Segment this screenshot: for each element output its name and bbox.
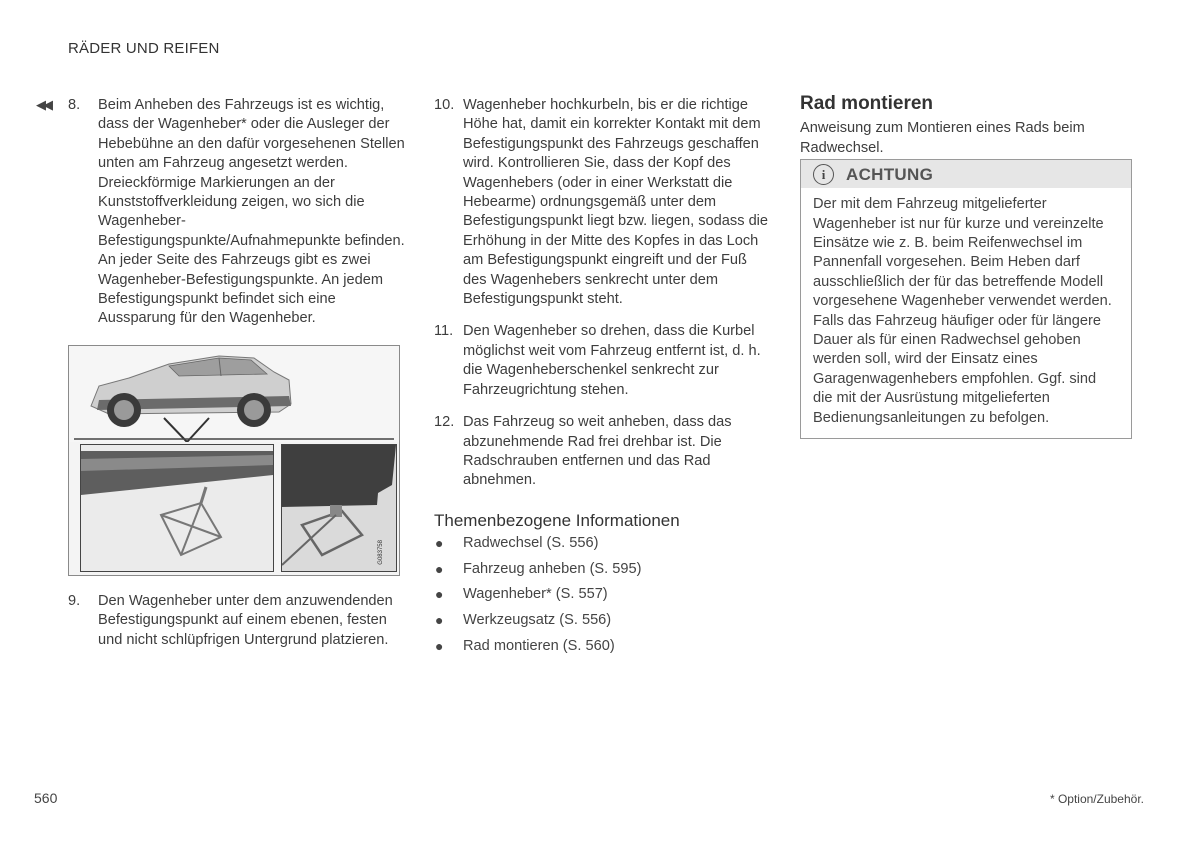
info-icon: i (813, 164, 834, 185)
step-text: Wagenheber hochkurbeln, bis er die richtige Höhe hat, damit ein korrekter Kontakt mit dem Befestigungspunkt des Fahrzeugs geschaffen wird. Kontrollieren Sie, dass der Kopf des Wagenhebers (oder in einer Werkstatt die Hebearme) ordnungsgemäß unter dem Befestigungspunkt liegt bzw. liegen, sodass die Erhöhung in der Mitte des Kopfes in das Loch am Befestigungspunkt eingreift und der Fuß des Wagenhebers senkrecht unter dem Befestigungspunkt steht. (463, 97, 769, 308)
warning-box (800, 159, 1132, 439)
link-text: Fahrzeug anheben (S. 595) (463, 560, 642, 577)
step-11 (434, 322, 774, 400)
column-left (68, 96, 408, 663)
related-link-wagenheber[interactable] (434, 585, 774, 604)
column-middle (434, 96, 774, 662)
bullet-icon: ● (435, 535, 444, 552)
bullet-icon: ● (435, 611, 444, 628)
page-number: 560 (34, 790, 58, 806)
step-number: 12. (434, 414, 455, 431)
related-info-list (434, 534, 774, 656)
warning-header (801, 160, 1131, 188)
link-text: Wagenheber* (S. 557) (463, 586, 608, 603)
step-number: 8. (68, 97, 81, 113)
step-text: Beim Anheben des Fahrzeugs ist es wichtig, dass der Wagenheber* oder die Ausleger der Hebebühne an den dafür vorgesehenen Stellen unten am Fahrzeug angesetzt werden. Dreieckförmige Markierungen an der Kunststoffverkleidung zeigen, wo sich die Wagenheber-Befestigungspunkte/Aufnahmepunkte befinden. An jeder Seite des Fahrzeugs gibt es zwei Wagenheber-Befestigungspunkte. An jedem Befestigungspunkt befindet sich eine Aussparung für den Wagenheber. (98, 97, 405, 327)
related-link-rad-montieren[interactable] (434, 637, 774, 656)
related-link-radwechsel[interactable] (434, 534, 774, 553)
bullet-icon: ● (435, 560, 444, 577)
car-side-view-image (69, 346, 399, 442)
jack-under-sill-image (80, 444, 274, 572)
warning-text: Der mit dem Fahrzeug mitgelieferter Wagenheber ist nur für kurze und vereinzelte Einsätze wie z. B. beim Reifenwechsel im Pannenfall vorgesehen. Beim Heben darf ausschließlich der für das betreffende Modell vorgesehene Wagenheber verwendet werden. Falls das Fahrzeug häufiger oder für längere Dauer als für einen Radwechsel gehoben werden soll, wird der Einsatz eines Garagenwagenhebers empfohlen. Ggf. sind die mit der Ausrüstung mitgelieferten Bedienungsanleitungen zu befolgen. (813, 196, 1112, 426)
figure-code: G083758 (377, 540, 384, 565)
column-right (800, 93, 1132, 439)
section-title: Rad montieren (800, 93, 934, 114)
step-number: 9. (68, 592, 81, 609)
related-info-heading: Themenbezogene Informationen (434, 510, 680, 530)
step-8 (68, 96, 408, 329)
related-link-werkzeugsatz[interactable] (434, 611, 774, 630)
step-12 (434, 413, 774, 491)
footnote: * Option/Zubehör. (1049, 792, 1144, 806)
jack-point-illustration (68, 345, 400, 576)
link-text: Radwechsel (S. 556) (463, 535, 599, 552)
section-header: RÄDER UND REIFEN (68, 40, 220, 57)
bullet-icon: ● (435, 637, 444, 654)
back-arrow-icon[interactable]: ◀◀ (36, 97, 50, 112)
related-link-fahrzeug-anheben[interactable] (434, 560, 774, 579)
step-number: 11. (434, 323, 454, 340)
step-9 (68, 592, 408, 650)
bullet-icon: ● (435, 586, 444, 603)
link-text: Werkzeugsatz (S. 556) (463, 611, 612, 628)
section-intro: Anweisung zum Montieren eines Rads beim Radwechsel. (800, 120, 1085, 156)
step-text: Den Wagenheber so drehen, dass die Kurbel möglichst weit vom Fahrzeug entfernt ist, d. h. die Wagenheberschenkel senkrecht zur Fahrzeugrichtung stehen. (463, 323, 761, 398)
step-10 (434, 96, 774, 309)
step-text: Das Fahrzeug so weit anheben, dass das abzunehmende Rad frei drehbar ist. Die Radschrauben entfernen und das Rad abnehmen. (463, 414, 732, 489)
step-number: 10. (434, 97, 455, 113)
step-text: Den Wagenheber unter dem anzuwendenden Befestigungspunkt auf einem ebenen, festen und nicht schlüpfrigen Untergrund platzieren. (98, 592, 393, 648)
link-text: Rad montieren (S. 560) (463, 637, 615, 654)
warning-title: ACHTUNG (846, 164, 934, 184)
